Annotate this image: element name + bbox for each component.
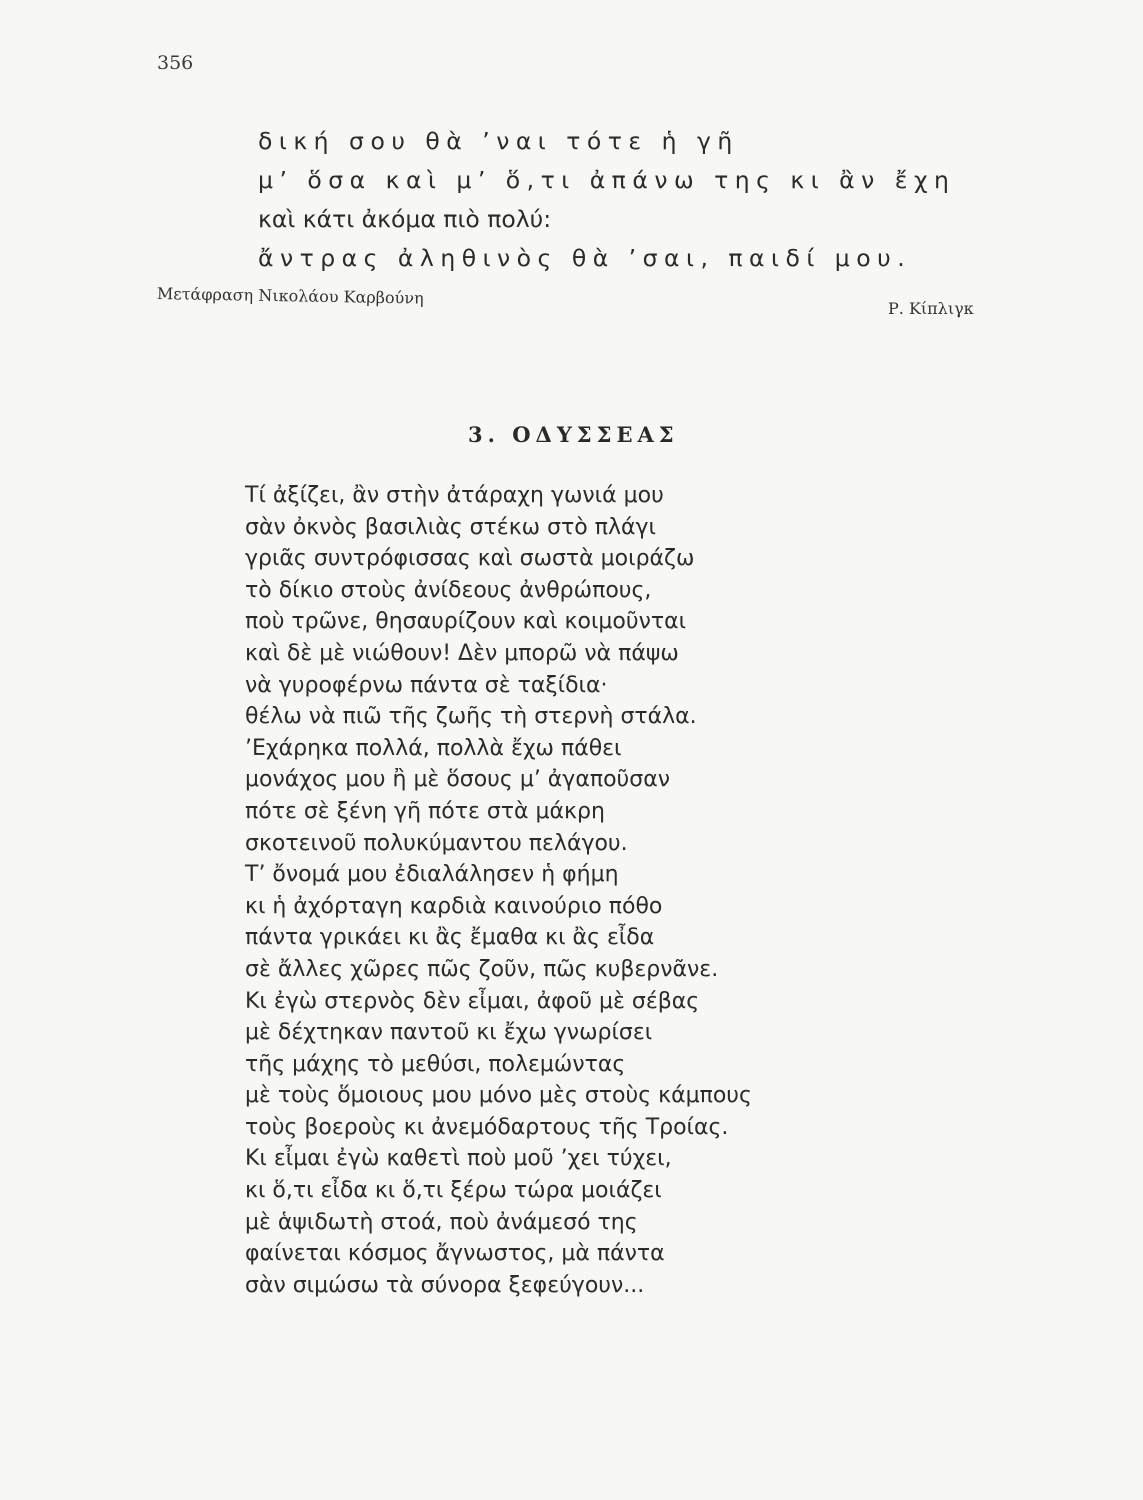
poem-line: Τί ἀξίζει, ἂν στὴν ἀτάραχη γωνιά μου bbox=[245, 483, 664, 508]
poem-line: τῆς μάχης τὸ μεθύσι, πολεμώντας bbox=[245, 1051, 626, 1077]
stanza-line: καὶ κάτι ἀκόμα πιὸ πολύ: bbox=[258, 205, 552, 233]
poem-line: καὶ δὲ μὲ νιώθουν! Δὲν μπορῶ νὰ πάψω bbox=[245, 640, 679, 666]
poem-line: νὰ γυροφέρνω πάντα σὲ ταξίδια· bbox=[245, 672, 608, 698]
poem-line: σὰν σιμώσω τὰ σύνορα ξεφεύγουν... bbox=[245, 1272, 645, 1298]
translator-credit: Μετάφραση Νικολάου Καρβούνη bbox=[156, 284, 424, 308]
poem-line: φαίνεται κόσμος ἄγνωστος, μὰ πάντα bbox=[245, 1241, 665, 1267]
poem-line: πάντα γρικάει κι ἂς ἔμαθα κι ἂς εἶδα bbox=[245, 925, 655, 951]
stanza-line: δική σου θὰ ’ναι τότε ἡ γῆ bbox=[258, 127, 739, 155]
poem-title: 3. ΟΔΥΣΣΕΑΣ bbox=[468, 422, 679, 447]
stanza-line: ἄντρας ἀληθινὸς θὰ ’σαι, παιδί μου. bbox=[258, 244, 912, 272]
poem-line: σκοτεινοῦ πολυκύμαντου πελάγου. bbox=[245, 830, 628, 856]
poem-line: σὰν ὀκνὸς βασιλιὰς στέκω στὸ πλάγι bbox=[245, 514, 656, 540]
poem-line: τοὺς βοεροὺς κι ἀνεμόδαρτους τῆς Τροίας. bbox=[245, 1114, 729, 1140]
poem-line: Κι εἶμαι ἐγὼ καθετὶ ποὺ μοῦ ’χει τύχει, bbox=[245, 1146, 672, 1172]
poem-line: πότε σὲ ξένη γῆ πότε στὰ μάκρη bbox=[245, 798, 605, 824]
poem-line: μὲ τοὺς ὅμοιους μου μόνο μὲς στοὺς κάμπους bbox=[245, 1083, 752, 1109]
poem-line: Τ’ ὄνομά μου ἐδιαλάλησεν ἡ φήμη bbox=[245, 862, 619, 888]
page-number: 356 bbox=[157, 52, 194, 74]
top-stanza bbox=[258, 122, 1018, 278]
poem-line: σὲ ἄλλες χῶρες πῶς ζοῦν, πῶς κυβερνᾶνε. bbox=[245, 956, 719, 982]
poem-body bbox=[245, 480, 1005, 1301]
stanza-line: μ’ ὅσα καὶ μ’ ὅ,τι ἀπάνω της κι ἂν ἔχη bbox=[258, 166, 956, 194]
poem-line: γριᾶς συντρόφισσας καὶ σωστὰ μοιράζω bbox=[245, 546, 695, 572]
poem-line: κι ἡ ἀχόρταγη καρδιὰ καινούριο πόθο bbox=[245, 893, 663, 919]
author-credit: Ρ. Κίπλιγκ bbox=[888, 299, 974, 318]
poem-line: ’Εχάρηκα πολλά, πολλὰ ἔχω πάθει bbox=[245, 735, 622, 761]
poem-line: μὲ δέχτηκαν παντοῦ κι ἔχω γνωρίσει bbox=[245, 1020, 653, 1046]
poem-line: ποὺ τρῶνε, θησαυρίζουν καὶ κοιμοῦνται bbox=[245, 609, 687, 635]
poem-line: τὸ δίκιο στοὺς ἀνίδεους ἀνθρώπους, bbox=[245, 577, 652, 603]
poem-line: Κι ἐγὼ στερνὸς δὲν εἶμαι, ἀφοῦ μὲ σέβας bbox=[245, 988, 700, 1014]
poem-line: μονάχος μου ἢ μὲ ὅσους μ’ ἀγαποῦσαν bbox=[245, 767, 670, 793]
poem-line: κι ὅ,τι εἶδα κι ὅ,τι ξέρω τώρα μοιάζει bbox=[245, 1178, 662, 1204]
poem-line: μὲ ἁψιδωτὴ στοά, ποὺ ἀνάμεσό της bbox=[245, 1209, 638, 1235]
poem-line: θέλω νὰ πιῶ τῆς ζωῆς τὴ στερνὴ στάλα. bbox=[245, 704, 697, 730]
